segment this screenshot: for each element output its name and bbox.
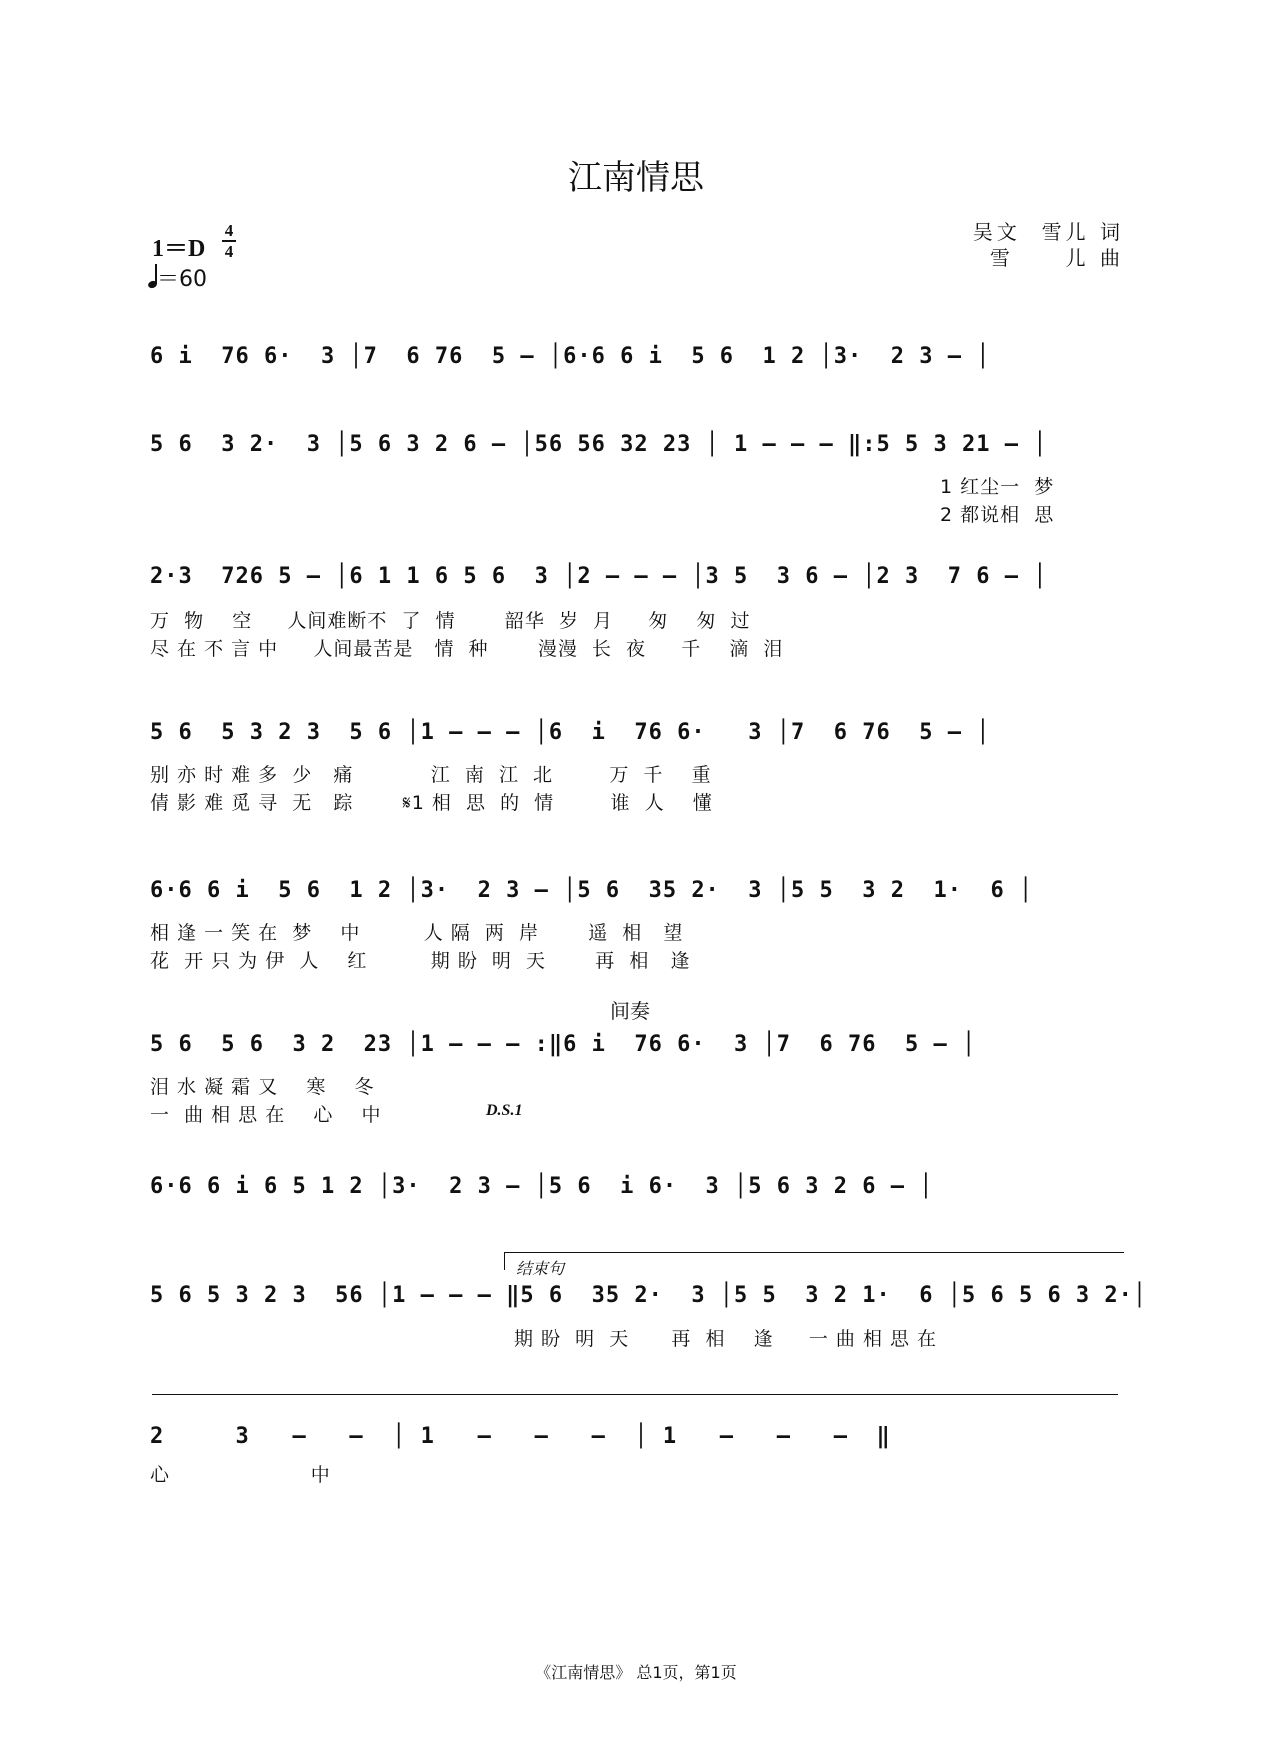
row-4-lyrics-verse-2: 倩 影 难 觅 寻 无 踪 𝄋1 相 思 的 情 谁 人 懂 [150,792,713,814]
row-2-lyrics-verse-2: 2 都说相 思 [940,504,1055,526]
ending-bracket-line [504,1252,1124,1253]
time-sig-top: 4 [224,221,234,240]
score-row-4: 5 6 5 3 2 3 5 6 │1 – – – │6 i 76 6· 3 │7 6 76 5 – │ [150,720,991,745]
row-4-lyrics-verse-1: 别 亦 时 难 多 少 痛 江 南 江 北 万 千 重 [150,764,712,786]
row-5-lyrics-verse-2: 花 开 只 为 伊 人 红 期 盼 明 天 再 相 逢 [150,950,691,972]
score-row-6: 5 6 5 6 3 2 23 │1 – – – :‖6 i 76 6· 3 │7 6 76 5 – │ [150,1032,977,1057]
page-title: 江南情思 [568,158,704,198]
page-footer: 《江南情思》 总1页，第1页 [535,1663,737,1682]
ending-bracket-hook [504,1252,505,1270]
row-2-lyrics-verse-1: 1 红尘一 梦 [940,476,1055,498]
row-5-lyrics-verse-1: 相 逢 一 笑 在 梦 中 人 隔 两 岸 遥 相 望 [150,922,684,944]
row-6-lyrics-verse-2: 一 曲 相 思 在 心 中 [150,1104,382,1126]
score-row-5: 6·6 6 i 5 6 1 2 │3· 2 3 – │5 6 35 2· 3 │5 5 3 2 1· 6 │ [150,878,1034,903]
composer-credit: 雪 儿 曲 [989,246,1124,270]
final-system-line [152,1394,1118,1395]
score-row-1: 6 i 76 6· 3 │7 6 76 5 – │6·6 6 i 5 6 1 2 │3· 2 3 – │ [150,344,991,369]
row-6-lyrics-verse-1: 泪 水 凝 霜 又 寒 冬 [150,1076,375,1098]
quarter-note-stem [155,264,157,284]
score-row-3: 2·3 726 5 – │6 1 1 6 5 6 3 │2 – – – │3 5 3 6 – │2 3 7 6 – │ [150,564,1048,589]
tempo-value: ＝60 [157,267,207,292]
ds-marking: D.S.1 [486,1102,523,1119]
ending-label: 结束句 [516,1261,565,1278]
row-3-lyrics-verse-2: 尽 在 不 言 中 人间最苦是 情 种 漫漫 长 夜 千 滴 泪 [150,638,784,660]
score-row-2: 5 6 3 2· 3 │5 6 3 2 6 – │56 56 32 23 │ 1 – – – ‖:5 5 3 21 – │ [150,432,1048,457]
key-signature: 1＝D [152,236,206,262]
lyricist-credit: 吴文 雪儿 词 [972,220,1124,244]
row-3-lyrics-verse-1: 万 物 空 人间难断不 了 情 韶华 岁 月 匆 匆 过 [150,610,751,632]
score-row-9: 2 3 – – │ 1 – – – │ 1 – – – ‖ [150,1424,891,1449]
interlude-label: 间奏 [610,999,650,1023]
time-signature [222,222,236,260]
row-9-lyrics: 心 中 [150,1464,331,1486]
score-row-8: 5 6 5 3 2 3 56 │1 – – – ‖5 6 35 2· 3 │5 5 3 2 1· 6 │5 6 5 6 3 2·│ [150,1283,1148,1308]
tempo-marking [148,262,207,293]
score-row-7: 6·6 6 i 6 5 1 2 │3· 2 3 – │5 6 i 6· 3 │5 6 3 2 6 – │ [150,1174,934,1199]
row-8-lyrics: 期 盼 明 天 再 相 逢 一 曲 相 思 在 [514,1328,938,1350]
time-sig-bottom: 4 [224,242,234,261]
